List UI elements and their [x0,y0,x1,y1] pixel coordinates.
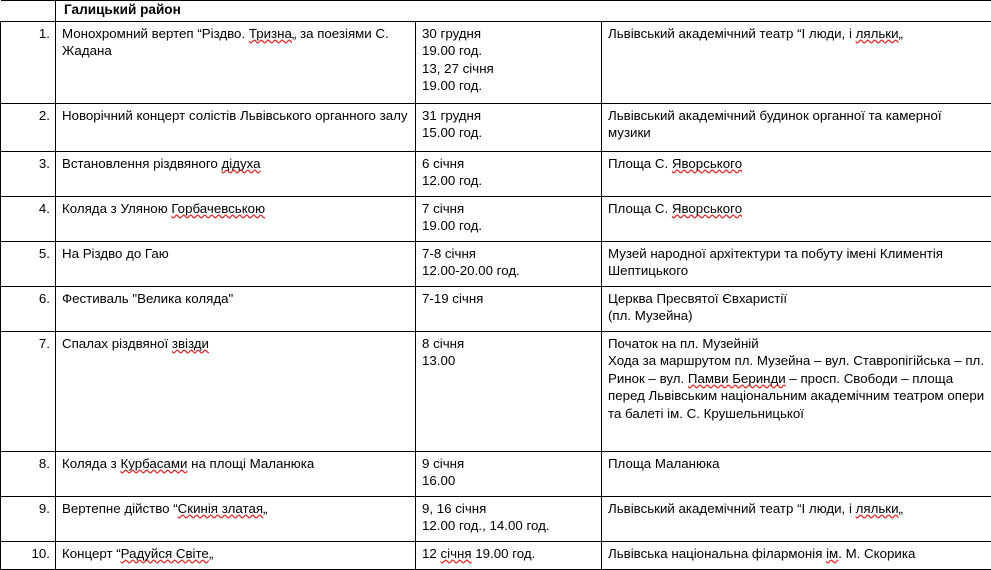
event-title-cell: Вертепне дійство “Скинія златая„ [56,496,416,541]
row-number: 1. [1,21,56,103]
event-date-cell: 31 грудня 15.00 год. [416,103,602,151]
event-location-cell: Львівська національна філармонія ім. М. Скорика [602,541,991,569]
table-row [1,496,991,541]
spellcheck-underlined-text: дідуха [222,156,261,171]
event-title-cell: Коляда з Уляною Горбачевською [56,196,416,241]
spellcheck-underlined-text: Курбасами [120,456,187,471]
event-title-cell: Фестиваль "Велика коляда" [56,286,416,331]
event-title-cell: Концерт “Радуйся Світе„ [56,541,416,569]
row-number: 3. [1,151,56,196]
spellcheck-underlined-text: Яворського [672,156,742,171]
schedule-body [1,1,991,570]
table-row [1,21,991,103]
row-number: 6. [1,286,56,331]
event-location-cell: Церква Пресвятої Євхаристії (пл. Музейна) [602,286,991,331]
event-location-cell: Львівський академічний будинок органної та камерної музики [602,103,991,151]
event-date-cell: 8 січня 13.00 [416,331,602,451]
event-date-cell: 7-19 січня [416,286,602,331]
event-location-cell: Площа С. Яворського [602,151,991,196]
table-row [1,241,991,286]
region-heading: Галицький район [56,1,991,22]
event-date-cell: 12 січня 19.00 год. [416,541,602,569]
event-date-cell: 7 січня 19.00 год. [416,196,602,241]
event-location-cell: Музей народної архітектури та побуту імені Климентія Шептицького [602,241,991,286]
event-date-cell: 9 січня 16.00 [416,451,602,496]
spellcheck-underlined-text: Радуйся Світе [121,546,209,561]
spellcheck-underlined-text: Горбачевською [171,201,265,216]
spellcheck-underlined-text: звізди [172,336,209,351]
row-number: 5. [1,241,56,286]
event-date-cell: 7-8 січня 12.00-20.00 год. [416,241,602,286]
spellcheck-underlined-text: ляльки [856,26,899,41]
region-header-spacer [1,1,56,22]
spellcheck-underlined-text: Памви Беринди [688,371,786,386]
region-header-row [1,1,991,22]
spellcheck-underlined-text: Скинія златая [178,501,263,516]
spellcheck-underlined-text: Тризна [249,26,292,41]
table-row [1,451,991,496]
table-row [1,541,991,569]
spellcheck-underlined-text: Яворського [672,201,742,216]
event-date-cell: 6 січня 12.00 год. [416,151,602,196]
event-location-cell: Початок на пл. Музейній Хода за маршрутом пл. Музейна – вул. Ставропігійська – пл. Ринок – вул. Памви Беринди – просп. Свободи – площа перед Львівським національним академічним театром опери та балеті ім. С. Крушельницької [602,331,991,451]
event-location-cell: Площа С. Яворського [602,196,991,241]
spellcheck-underlined-text: січня [441,546,472,561]
event-title-cell: Спалах різдвяної звізди [56,331,416,451]
row-number: 7. [1,331,56,451]
event-title-cell: На Різдво до Гаю [56,241,416,286]
row-number: 4. [1,196,56,241]
table-row [1,103,991,151]
table-row [1,151,991,196]
table-row [1,286,991,331]
table-row [1,331,991,451]
event-date-cell: 9, 16 січня 12.00 год., 14.00 год. [416,496,602,541]
event-title-cell: Новорічний концерт солістів Львівського органного залу [56,103,416,151]
row-number: 10. [1,541,56,569]
spellcheck-underlined-text: ім [826,546,838,561]
event-location-cell: Львівський академічний театр “І люди, і ляльки„ [602,21,991,103]
row-number: 2. [1,103,56,151]
event-title-cell: Коляда з Курбасами на площі Маланюка [56,451,416,496]
spellcheck-underlined-text: ляльки [856,501,899,516]
event-date-cell: 30 грудня 19.00 год. 13, 27 січня 19.00 год. [416,21,602,103]
event-location-cell: Львівський академічний театр “І люди, і ляльки„ [602,496,991,541]
event-location-cell: Площа Маланюка [602,451,991,496]
event-title-cell: Встановлення різдвяного дідуха [56,151,416,196]
row-number: 9. [1,496,56,541]
row-number: 8. [1,451,56,496]
table-row [1,196,991,241]
event-title-cell: Монохромний вертеп “Різдво. Тризна„ за поезіями С. Жадана [56,21,416,103]
